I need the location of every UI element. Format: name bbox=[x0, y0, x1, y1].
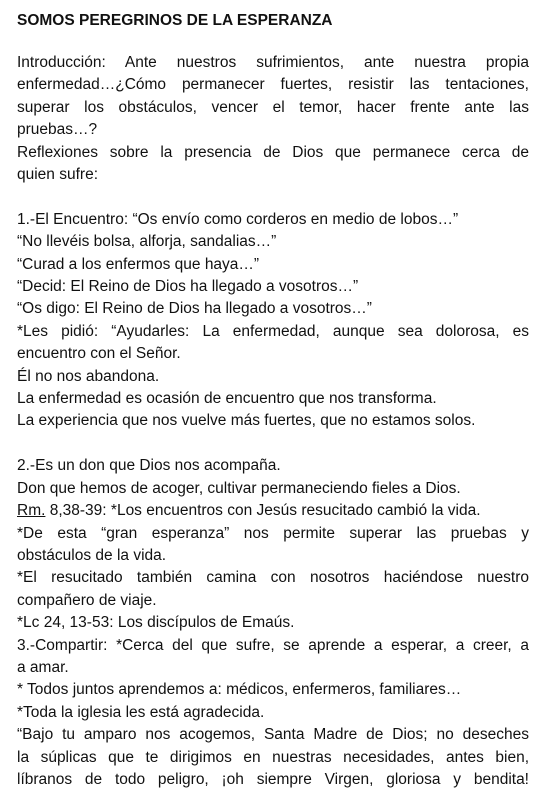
section-compartir bbox=[17, 635, 529, 792]
intro-line: quien sufre: bbox=[17, 166, 98, 184]
section-line: *De esta “gran esperanza” nos permite superar las pruebas y bbox=[17, 524, 529, 542]
section-don bbox=[17, 455, 529, 634]
document-title: SOMOS PEREGRINOS DE LA ESPERANZA bbox=[17, 12, 333, 29]
spacer bbox=[17, 186, 529, 208]
section-line: * Todos juntos aprendemos a: médicos, enfermeros, familiares… bbox=[17, 681, 462, 699]
section-line: 2.-Es un don que Dios nos acompaña. bbox=[17, 457, 281, 475]
intro-line: enfermedad…¿Cómo permanecer fuertes, resistir las tentaciones, bbox=[17, 76, 529, 94]
section-line: “Curad a los enfermos que haya…” bbox=[17, 255, 260, 273]
intro-line: superar los obstáculos, vencer el temor, hacer frente ante las bbox=[17, 98, 529, 116]
section-line: “Decid: El Reino de Dios ha llegado a vosotros…” bbox=[17, 278, 359, 296]
section-line-romans bbox=[17, 500, 529, 522]
section-line: compañero de viaje. bbox=[17, 591, 157, 609]
section-line: “Bajo tu amparo nos acogemos, Santa Madre de Dios; no deseches bbox=[17, 726, 529, 744]
intro-line: Reflexiones sobre la presencia de Dios que permanece cerca de bbox=[17, 143, 529, 161]
section-line: encuentro con el Señor. bbox=[17, 345, 181, 363]
intro-paragraph bbox=[17, 52, 529, 186]
section-line: Él no nos abandona. bbox=[17, 367, 160, 385]
section-line: *El resucitado también camina con nosotros haciéndose nuestro bbox=[17, 569, 529, 587]
section-line: La enfermedad es ocasión de encuentro que nos transforma. bbox=[17, 390, 437, 408]
section-line: *Toda la iglesia les está agradecida. bbox=[17, 703, 265, 721]
section-line: obstáculos de la vida. bbox=[17, 546, 167, 564]
section-line: *Les pidió: “Ayudarles: La enfermedad, aunque sea dolorosa, es bbox=[17, 322, 529, 340]
section-line: a amar. bbox=[17, 658, 69, 676]
section-line: la súplicas que te dirigimos en nuestras necesidades, antes bien, bbox=[17, 748, 529, 766]
section-line: Don que hemos de acoger, cultivar permaneciendo fieles a Dios. bbox=[17, 479, 461, 497]
section-line: “No llevéis bolsa, alforja, sandalias…” bbox=[17, 233, 277, 251]
intro-line: Introducción: Ante nuestros sufrimientos, ante nuestra propia bbox=[17, 54, 529, 71]
section-line: La experiencia que nos vuelve más fuertes, que no estamos solos. bbox=[17, 412, 476, 430]
section-line: “Os digo: El Reino de Dios ha llegado a vosotros…” bbox=[17, 300, 372, 318]
section-line: 1.-El Encuentro: “Os envío como corderos en medio de lobos…” bbox=[17, 210, 459, 228]
section-line-text: 8,38-39: *Los encuentros con Jesús resucitado cambió la vida. bbox=[45, 502, 481, 520]
section-line: *Lc 24, 13-53: Los discípulos de Emaús. bbox=[17, 614, 295, 632]
section-line: 3.-Compartir: *Cerca del que sufre, se aprende a esperar, a creer, a bbox=[17, 636, 529, 654]
spacer bbox=[17, 433, 529, 455]
section-line: líbranos de todo peligro, ¡oh siempre Virgen, gloriosa y bendita! bbox=[17, 770, 529, 788]
bible-reference: Rm. bbox=[17, 502, 46, 520]
intro-line: pruebas…? bbox=[17, 121, 98, 139]
section-encuentro bbox=[17, 209, 529, 433]
